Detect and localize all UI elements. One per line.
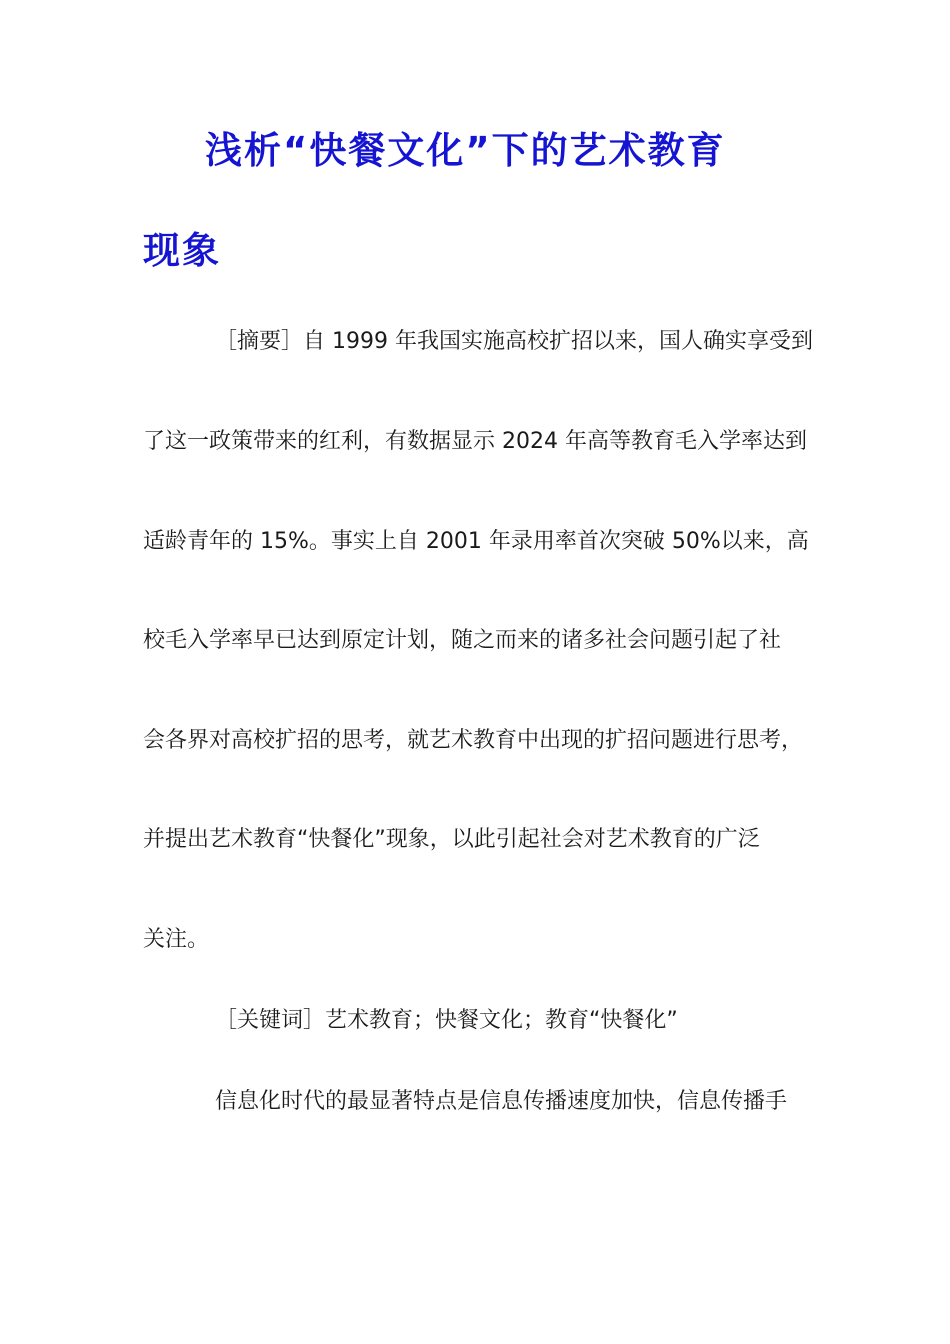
abstract-line-1: ［摘要］自 1999 年我国实施高校扩招以来，国人确实享受到 (215, 329, 813, 354)
abstract-line-3: 适龄青年的 15%。事实上自 2001 年录用率首次突破 50%以来，高 (143, 529, 809, 554)
abstract-line-5: 会各界对高校扩招的思考，就艺术教育中出现的扩招问题进行思考， (143, 728, 804, 753)
body-line-1: 信息化时代的最显著特点是信息传播速度加快，信息传播手 (215, 1089, 788, 1114)
abstract-line-7: 关注。 (143, 927, 210, 952)
document-title-line-1: 浅析“快餐文化”下的艺术教育 (205, 129, 726, 172)
abstract-line-6: 并提出艺术教育“快餐化”现象，以此引起社会对艺术教育的广泛 (143, 827, 760, 852)
document-title-line-2: 现象 (143, 229, 221, 272)
abstract-line-4: 校毛入学率早已达到原定计划，随之而来的诸多社会问题引起了社 (143, 628, 782, 653)
abstract-line-2: 了这一政策带来的红利，有数据显示 2024 年高等教育毛入学率达到 (143, 429, 807, 454)
keywords-line: ［关键词］艺术教育；快餐文化；教育“快餐化” (215, 1008, 678, 1033)
